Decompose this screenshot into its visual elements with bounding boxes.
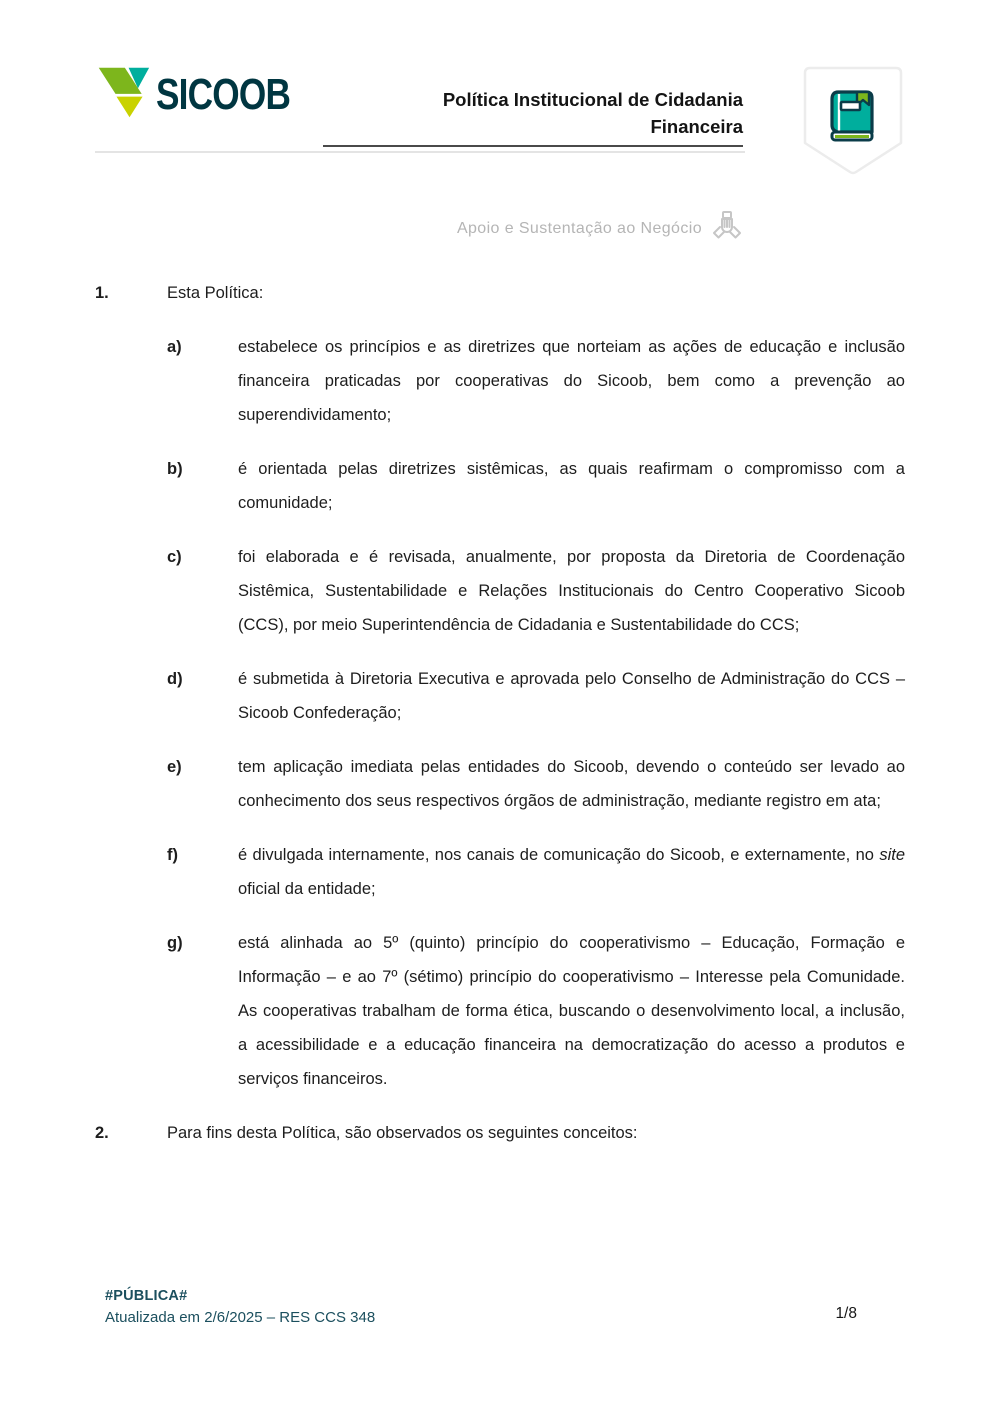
lettered-subitem	[95, 540, 905, 642]
subitem-text	[238, 330, 905, 432]
lettered-subitem	[95, 452, 905, 520]
lettered-subitem	[95, 838, 905, 906]
hands-icon	[712, 210, 742, 248]
subitem-text	[238, 926, 905, 1096]
document-body	[95, 276, 905, 1150]
document-title	[323, 86, 743, 147]
text-run: está alinhada ao 5º (quinto) princípio do cooperativismo – Educação, Formação e Informação – e ao 7º (sétimo) princípio do cooperativismo – Interesse pela Comunidade. As cooperativas trabalham de forma ética, buscando o desenvolvimento local, a inclusão, a acessibilidade e a educação financeira na democratização do acesso a produtos e serviços financeiros.	[238, 934, 905, 1088]
italic-run: site	[879, 846, 905, 864]
subitem-text	[238, 838, 905, 906]
numbered-item	[95, 276, 905, 310]
classification-label: #PÚBLICA#	[105, 1288, 188, 1304]
subitem-letter: a)	[167, 338, 182, 356]
text-run: é orientada pelas diretrizes sistêmicas, as quais reafirmam o compromisso com a comunidade;	[238, 460, 905, 512]
subitem-text	[238, 540, 905, 642]
sicoob-wordmark: SICOOB	[156, 69, 291, 119]
text-run: oficial da entidade;	[238, 880, 376, 898]
subitem-letter: c)	[167, 548, 182, 566]
subitem-text	[238, 750, 905, 818]
document-title-line1: Política Institucional de Cidadania	[442, 89, 743, 110]
footer	[105, 1286, 375, 1329]
tagline-text: Apoio e Sustentação ao Negócio	[456, 220, 702, 237]
revision-info: Atualizada em 2/6/2025 – RES CCS 348	[105, 1309, 376, 1326]
subitem-letter: e)	[167, 758, 182, 776]
lettered-subitem	[95, 662, 905, 730]
header-divider	[95, 151, 745, 153]
sicoob-logo	[95, 64, 324, 125]
document-title-line2: Financeira	[650, 116, 743, 137]
item-text: Para fins desta Política, são observados os seguintes conceitos:	[167, 1124, 638, 1142]
header-badge	[803, 66, 903, 185]
item-text: Esta Política:	[167, 284, 264, 302]
text-run: foi elaborada e é revisada, anualmente, por proposta da Diretoria de Coordenação Sistêmica, Sustentabilidade e Relações Institucionais do Centro Cooperativo Sicoob (CCS), por meio Superintendência de Cidadania e Sustentabilidade do CCS;	[238, 548, 905, 634]
item-number: 1.	[95, 284, 109, 302]
subitem-letter: f)	[167, 846, 178, 864]
sicoob-v-mark-icon	[95, 64, 151, 125]
lettered-subitem	[95, 330, 905, 432]
lettered-subitem	[95, 750, 905, 818]
page-number: 1/8	[835, 1305, 857, 1322]
lettered-subitem	[95, 926, 905, 1096]
numbered-item	[95, 1116, 905, 1150]
text-run: é divulgada internamente, nos canais de comunicação do Sicoob, e externamente, no	[238, 846, 880, 864]
text-run: tem aplicação imediata pelas entidades do Sicoob, devendo o conteúdo ser levado ao conhecimento dos seus respectivos órgãos de administração, mediante registro em ata;	[238, 758, 905, 810]
book-icon	[803, 66, 903, 180]
subitem-text	[238, 662, 905, 730]
subitem-text	[238, 452, 905, 520]
subitem-letter: b)	[167, 460, 183, 478]
subitem-letter: g)	[167, 934, 183, 952]
subitem-letter: d)	[167, 670, 183, 688]
department-tagline	[457, 210, 742, 248]
text-run: estabelece os princípios e as diretrizes que norteiam as ações de educação e inclusão financeira praticadas por cooperativas do Sicoob, bem como a prevenção ao superendividamento;	[238, 338, 905, 424]
item-number: 2.	[95, 1124, 109, 1142]
text-run: é submetida à Diretoria Executiva e aprovada pelo Conselho de Administração do CCS – Sicoob Confederação;	[238, 670, 905, 722]
